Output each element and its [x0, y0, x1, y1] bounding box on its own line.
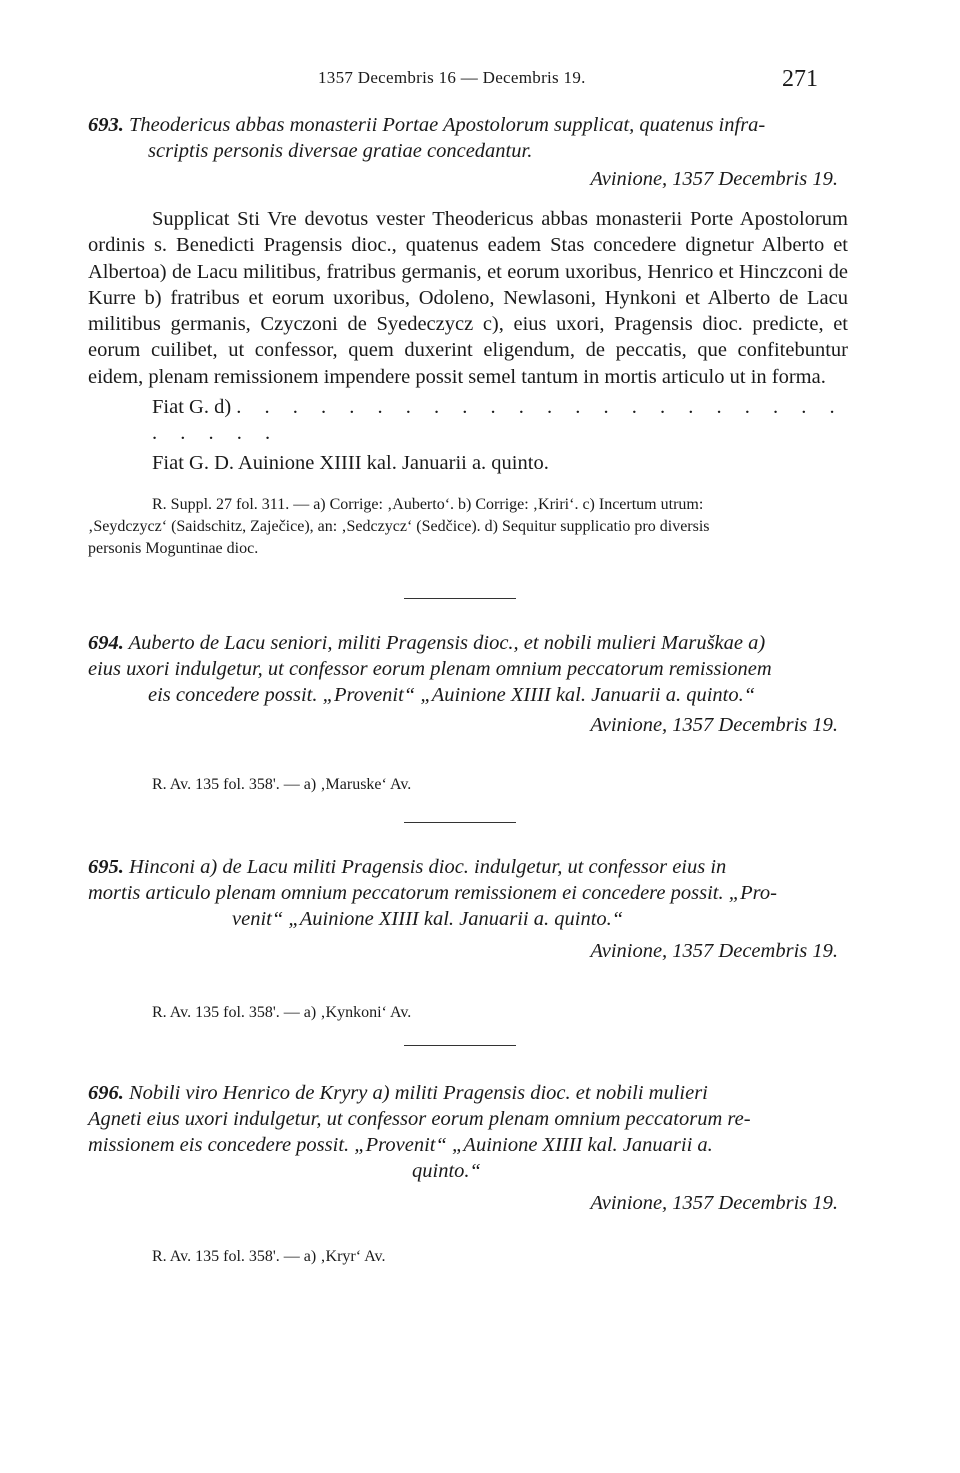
footnote-line: personis Moguntinae dioc.: [88, 540, 259, 558]
entry-693: [88, 112, 848, 560]
entry-heading: [88, 112, 848, 164]
place-date: Avinione, 1357 Decembris 19.: [590, 1192, 838, 1214]
fiat-dots: . . . . . . . . . . . . . . . . . . . . . . . . . . .: [152, 396, 844, 445]
heading-text: Nobili viro Henrico de Kryry a) militi Pragensis dioc. et nobili mulieri: [129, 1082, 708, 1104]
supplication-text: Supplicat Sti Vre devotus vester Theodericus abbas monasterii Porte Apostolorum ordinis s. Benedicti Pragensis dioc., quatenus eadem Stas concedere dignetur Alberto et Albertoa) de Lacu militibus, fratribus germanis, et eorum uxoribus, Henrico et Hinczconi de Kurre b) fratribus et eorum uxoribus, Odoleno, Newlasoni, Hynkoni et Alberto de Lacu militibus germanis, Czyczoni de Syedeczycz c), eius uxori, Pragensis dioc. predicte, et eorum cuilibet, ut confessor, quem duxerint eligendum, de peccatis, que confitebuntur eidem, plenam remissionem impendere possit semel tantum in mortis articulo ut in forma.: [88, 208, 848, 388]
heading-line: [88, 1080, 848, 1106]
place-date: Avinione, 1357 Decembris 19.: [590, 940, 838, 962]
footnote-line: R. Suppl. 27 fol. 311. — a) Corrige: ‚Auberto‘. b) Corrige: ‚Kriri‘. c) Incertum utrum:: [152, 496, 704, 514]
entry-695: [88, 854, 848, 1024]
heading-line: venit“ „Auinione XIIII kal. Januarii a. quinto.“: [232, 908, 624, 930]
page-number: 271: [782, 66, 818, 92]
entry-heading: [88, 630, 848, 708]
heading-line: eis concedere possit. „Provenit“ „Auinione XIIII kal. Januarii a. quinto.“: [148, 684, 756, 706]
section-divider: [404, 1045, 516, 1046]
heading-line: scriptis personis diversae gratiae concedantur.: [148, 140, 533, 162]
section-divider: [404, 822, 516, 823]
entry-number: 694.: [88, 632, 124, 654]
entry-number: 695.: [88, 856, 124, 878]
section-divider: [404, 598, 516, 599]
entry-heading: [88, 1080, 848, 1184]
heading-line: mortis articulo plenam omnium peccatorum remissionem ei concedere possit. „Pro-: [88, 882, 777, 904]
running-title: 1357 Decembris 16 — Decembris 19.: [318, 68, 586, 87]
heading-text: Hinconi a) de Lacu militi Pragensis dioc. indulgetur, ut confessor eius in: [129, 856, 727, 878]
footnote-line: R. Av. 135 fol. 358'. — a) ‚Kynkoni‘ Av.: [152, 1004, 412, 1021]
entry-number: 693.: [88, 114, 124, 136]
heading-line: missionem eis concedere possit. „Provenit“ „Auinione XIIII kal. Januarii a.: [88, 1134, 713, 1156]
heading-text: Theodericus abbas monasterii Portae Apostolorum supplicat, quatenus infra-: [129, 114, 766, 136]
footnotes: [88, 494, 848, 560]
place-date: Avinione, 1357 Decembris 19.: [590, 714, 838, 736]
fiat-line: [88, 394, 848, 446]
entry-number: 696.: [88, 1082, 124, 1104]
heading-text: Auberto de Lacu seniori, militi Pragensis dioc., et nobili mulieri Maruškae a): [128, 632, 766, 654]
heading-line: [88, 630, 848, 656]
running-head: [0, 66, 960, 94]
footnote-line: ‚Seydczycz‘ (Saidschitz, Zaječice), an: ‚Sedczycz‘ (Sedčice). d) Sequitur supplicatio pro diversis: [88, 518, 710, 536]
heading-line: [88, 112, 848, 138]
heading-line: Agneti eius uxori indulgetur, ut confessor eorum plenam omnium peccatorum re-: [88, 1108, 751, 1130]
fiat-line-dated: Fiat G. D. Auinione XIIII kal. Januarii a. quinto.: [152, 452, 549, 475]
entry-696: [88, 1080, 848, 1268]
place-date: Avinione, 1357 Decembris 19.: [590, 168, 838, 190]
heading-line: quinto.“: [412, 1160, 481, 1182]
fiat-text: Fiat G. d): [152, 396, 232, 419]
footnote-line: R. Av. 135 fol. 358'. — a) ‚Maruske‘ Av.: [152, 776, 412, 793]
heading-line: eius uxori indulgetur, ut confessor eorum plenam omnium peccatorum remissionem: [88, 658, 772, 680]
entry-694: [88, 630, 848, 796]
heading-line: [88, 854, 848, 880]
footnote-line: R. Av. 135 fol. 358'. — a) ‚Kryr‘ Av.: [152, 1248, 386, 1265]
entry-heading: [88, 854, 848, 932]
